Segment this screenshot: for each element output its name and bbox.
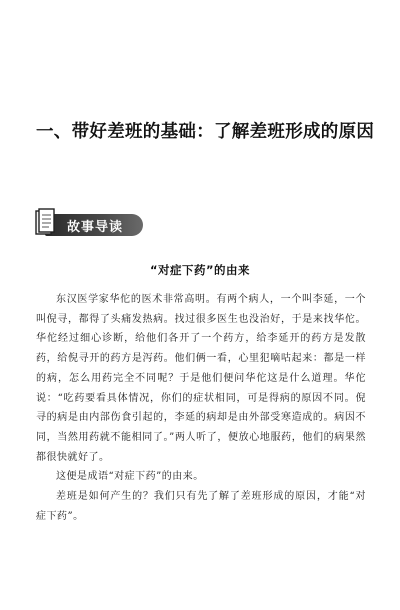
story-body (36, 290, 366, 526)
book-icon (33, 208, 57, 238)
story-title: “对症下药”的由来 (149, 263, 251, 277)
story-paragraph: 差班是如何产生的？我们只有先了解了差班形成的原因，才能“对症下药”。 (36, 491, 366, 522)
section-label: 故事导读 (67, 220, 124, 235)
chapter-title: 一、带好差班的基础：了解差班形成的原因 (36, 122, 375, 142)
story-paragraph: 东汉医学家华佗的医术非常高明。有两个病人，一个叫李延，一个叫倪寻，都得了头痛发热病。找过很多医生也没治好，于是来找华佗。华佗经过细心诊断，给他们各开了一个药方，给李延开的药方是发散药，给倪寻开的药方是泻药。他们俩一看，心里犯嘀咕起来：都是一样的病，怎么用药完全不同呢？于是他们便问华佗这是什么道理。华佗说：“吃药要看具体情况，你们的症状相同，可是得病的原因不同。倪寻的病是由内部伤食引起的，李延的病却是由外部受寒造成的。病因不同，当然用药就不能相同了。”两人听了，便放心地服药，他们的病果然都很快就好了。 (36, 294, 366, 463)
story-paragraph: 这便是成语“对症下药”的由来。 (56, 471, 204, 483)
section-badge (33, 208, 153, 238)
